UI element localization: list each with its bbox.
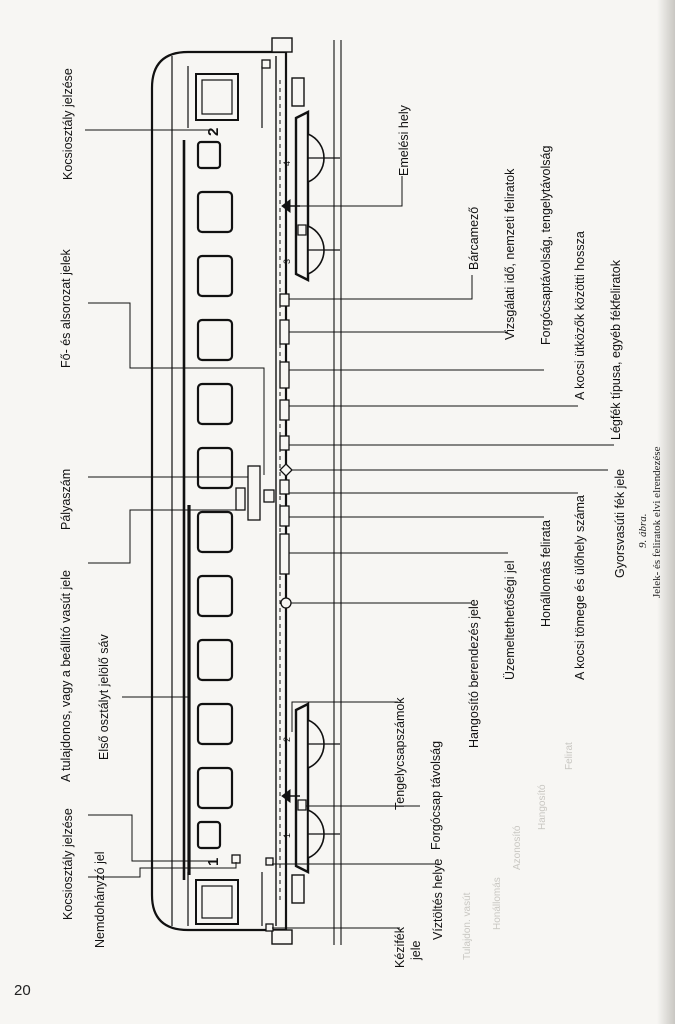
label-kezifek: Kézifék [393, 927, 407, 968]
class-mark-top: 2 [205, 127, 222, 136]
axle-4: 4 [282, 160, 292, 166]
page-number: 20 [14, 982, 31, 999]
axle-2: 2 [282, 736, 292, 742]
class-mark-bottom: 1 [205, 857, 222, 866]
label-gyorsvasuti-fek: Gyorsvasúti fék jele [613, 468, 627, 578]
label-utkozok-hossza: A kocsi ütközők közötti hossza [573, 231, 587, 400]
label-kocsiosztaly-bottom: Kocsiosztály jelzése [61, 808, 75, 920]
label-vizsgalati-ido: Vizsgálati idő, nemzeti feliratok [503, 168, 517, 340]
label-kocsiosztaly-top: Kocsiosztály jelzése [61, 68, 75, 180]
label-forgocsaptavolsag-tengely: Forgócsaptávolság, tengelytávolság [539, 145, 553, 345]
bogie-top [296, 112, 340, 280]
svg-text:Tulajdon. vasút: Tulajdon. vasút [462, 892, 473, 960]
label-palyaszam: Pályaszám [59, 468, 73, 530]
label-tomege-ulohely: A kocsi tömege és ülőhely száma [573, 495, 587, 680]
label-nemdohanyzo: Nemdohányzó jel [93, 851, 107, 948]
label-honallomas: Honállomás felirata [539, 520, 553, 627]
leader-lines [85, 127, 614, 928]
label-elso-osztaly-sav: Első osztályt jelölő sáv [97, 634, 111, 760]
label-emelesi-hely: Emelési hely [397, 105, 411, 176]
axle-1: 1 [282, 832, 292, 838]
label-barcamezo: Bárcamező [467, 206, 481, 270]
svg-text:Felirat: Felirat [564, 742, 575, 770]
car-windows [198, 142, 232, 848]
diamond-mark [280, 464, 292, 476]
label-fo-es-alsorozat: Fő- és alsorozat jelek [59, 249, 73, 368]
label-hangosito: Hangosító berendezés jele [467, 599, 481, 748]
svg-text:Honállomás: Honállomás [492, 877, 503, 930]
circle-mark [281, 598, 291, 608]
label-legfek-tipusa: Légfék típusa, egyéb fékfeliratok [609, 260, 623, 440]
svg-text:Azonosító: Azonosító [512, 825, 523, 870]
label-uzemeltethetosegi: Üzemeltethetőségi jel [503, 560, 517, 680]
svg-text:Hangosító: Hangosító [537, 784, 548, 830]
label-forgocsap-tavolsag: Forgócsap távolság [429, 740, 443, 850]
label-kezifek-jele: jele [409, 940, 423, 960]
bleed-through-text [462, 742, 575, 960]
label-tulajdonos-vasut: A tulajdonos, vagy a beállító vasút jele [59, 570, 73, 782]
label-viztoltes-helye: Víztöltés helye [431, 858, 445, 940]
axle-3: 3 [282, 258, 292, 264]
label-tengelycsapszamok: Tengelycsapszámok [393, 697, 407, 810]
bogie-bottom [296, 704, 340, 872]
callout-labels [59, 68, 627, 968]
figure-title: Jelek- és feliratok elvi elrendezése [651, 446, 663, 598]
figure-number: 9. ábra. [637, 513, 649, 548]
